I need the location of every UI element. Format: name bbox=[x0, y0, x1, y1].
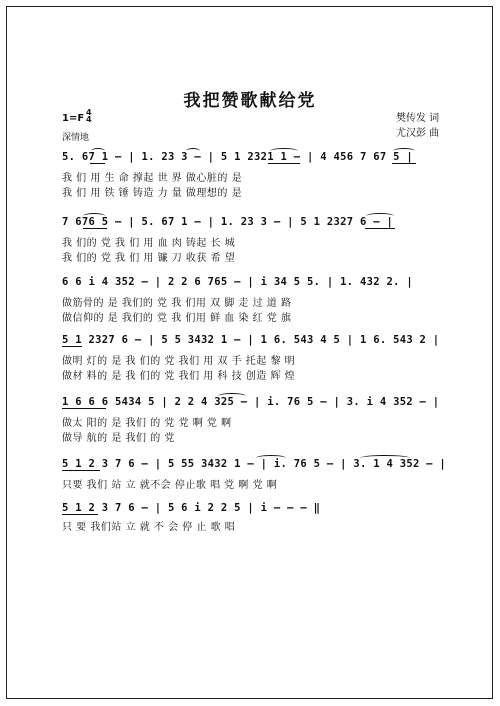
notation-line-5: 1 6 6 6 5434 5 | 2 2 4 325 – | i. 76 5 – | 3. i 4 352 – | bbox=[62, 396, 440, 408]
beam-underline bbox=[365, 228, 395, 229]
slur-mark bbox=[270, 148, 298, 154]
tempo-marking: 深情地 bbox=[62, 133, 90, 143]
composer-credit: 尤汉彭 曲 bbox=[396, 128, 440, 139]
song-title: 我把赞歌献给党 bbox=[183, 91, 317, 111]
lyric-line-6a: 只要 我们 站 立 就不会 停止歌 唱 党 啊 党 啊 bbox=[62, 480, 278, 491]
slur-mark bbox=[91, 148, 105, 154]
notation-line-7: 5 1 2 3 7 6 – | 5 6 i 2 2 5 | i – – – ‖ bbox=[62, 502, 321, 514]
beam-underline bbox=[90, 163, 105, 164]
lyric-line-5a: 做太 阳的 是 我们 的 党 党 啊 党 啊 bbox=[62, 418, 232, 429]
notation-line-1: 5. 67 1 – | 1. 23 3 – | 5 1 2321 1 – | 4 456 7 67 5 | bbox=[62, 151, 413, 163]
beam-underline bbox=[62, 514, 98, 515]
lyricist-credit: 樊传发 词 bbox=[396, 113, 440, 124]
slur-mark bbox=[366, 213, 394, 219]
slur-mark bbox=[83, 213, 105, 219]
lyric-line-5b: 做导 航的 是 我们 的 党 bbox=[62, 433, 175, 444]
lyric-line-4b: 做材 料的 是 我 们的 党 我们 用 科 技 创造 辉 煌 bbox=[62, 371, 296, 382]
lyric-line-4a: 做明 灯的 是 我 们的 党 我们 用 双 手 托起 黎 明 bbox=[62, 356, 296, 367]
slur-mark bbox=[186, 148, 200, 154]
time-signature bbox=[86, 109, 92, 123]
beam-underline bbox=[392, 163, 416, 164]
beam-underline bbox=[62, 470, 100, 471]
notation-line-3: 6 6 i 4 352 – | 2 2 6 765 – | i 34 5 5. | 1. 432 2. | bbox=[62, 276, 413, 288]
slur-mark bbox=[256, 455, 286, 461]
time-signature-bottom: 4 bbox=[86, 115, 92, 124]
lyric-line-1b: 我 们 用 铁 锤 铸造 力 量 做理想的 是 bbox=[62, 188, 243, 199]
lyric-line-2b: 我 们的 党 我 们 用 镰 刀 收获 希 望 bbox=[62, 253, 236, 264]
notation-line-6: 5 1 2 3 7 6 – | 5 55 3432 1 – | i. 76 5 – | 3. 1 4 352 – | bbox=[62, 458, 447, 470]
beam-underline bbox=[83, 228, 107, 229]
beam-underline bbox=[62, 408, 106, 409]
slur-mark bbox=[218, 393, 246, 399]
lyric-line-2a: 我 们的 党 我 们 用 血 肉 铸起 长 城 bbox=[62, 238, 236, 249]
slur-mark bbox=[360, 455, 410, 461]
beam-underline bbox=[62, 346, 82, 347]
slur-mark bbox=[393, 148, 415, 154]
lyric-line-3a: 做筋骨的 是 我们的 党 我 们用 双 脚 走 过 道 路 bbox=[62, 298, 292, 309]
time-signature-top: 4 bbox=[86, 108, 92, 117]
lyric-line-1a: 我 们 用 生 命 撑起 世 界 做心脏的 是 bbox=[62, 173, 243, 184]
notation-line-2: 7 676 5 – | 5. 67 1 – | 1. 23 3 – | 5 1 2327 6 – | bbox=[62, 216, 394, 228]
key-signature: 1=F bbox=[62, 113, 85, 124]
lyric-line-7a: 只 要 我们站 立 就 不 会 停 止 歌 唱 bbox=[62, 522, 236, 533]
notation-line-4: 5 1 2327 6 – | 5 5 3432 1 – | 1 6. 543 4 5 | 1 6. 543 2 | bbox=[62, 334, 440, 346]
beam-underline bbox=[268, 163, 300, 164]
lyric-line-3b: 做信仰的 是 我们的 党 我 们用 鲜 血 染 红 党 旗 bbox=[62, 313, 292, 324]
